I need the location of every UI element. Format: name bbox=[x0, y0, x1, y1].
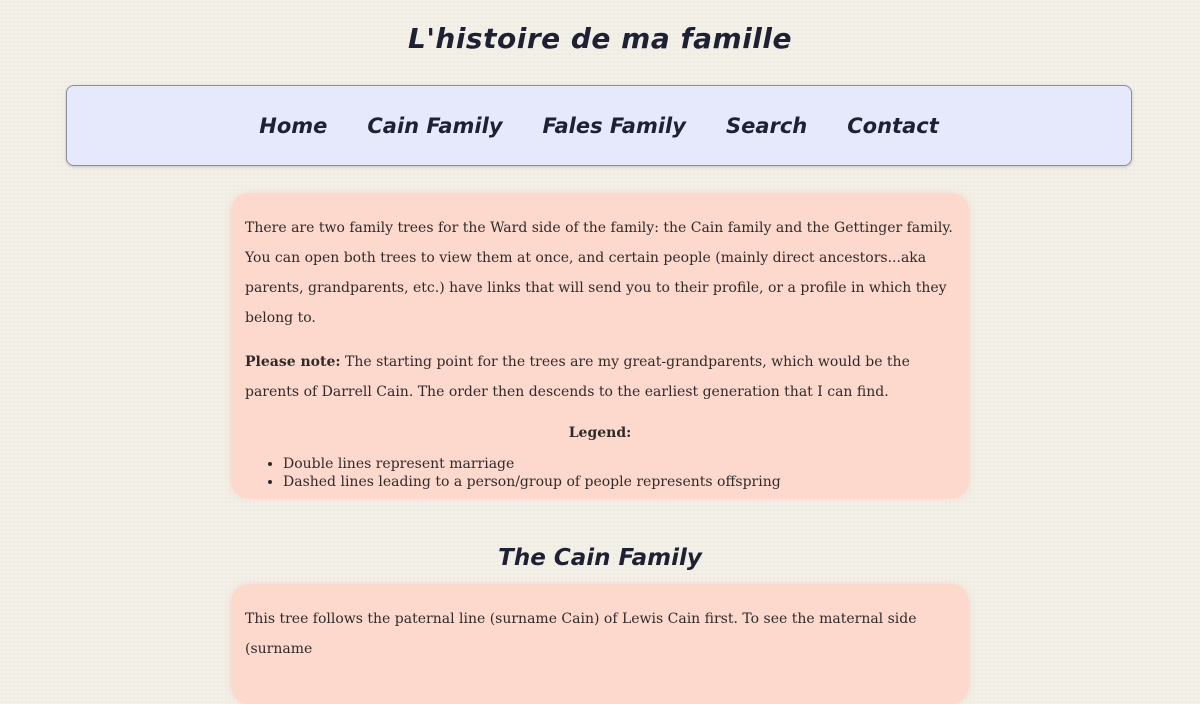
legend-item-marriage: • Double lines represent marriage bbox=[283, 455, 955, 473]
nav-fales-family[interactable]: Fales Family bbox=[542, 113, 686, 138]
note-label: Please note: bbox=[245, 354, 341, 370]
nav-cain-family[interactable]: Cain Family bbox=[367, 113, 503, 138]
note-text: The starting point for the trees are my great-grandparents, which would be the parents of Darrell Cain. The order then descends to the earliest generation that I can find. bbox=[245, 354, 910, 400]
cain-family-text: This tree follows the paternal line (surname Cain) of Lewis Cain first. To see the maternal side (surname bbox=[245, 611, 917, 657]
cain-family-card bbox=[231, 584, 969, 704]
site-title: L'histoire de ma famille bbox=[407, 22, 792, 55]
cain-family-heading: The Cain Family bbox=[498, 545, 702, 572]
legend-heading: Legend: bbox=[568, 425, 632, 441]
legend-item-offspring: • Dashed lines leading to a person/group of people represents offspring bbox=[283, 473, 955, 491]
intro-paragraph: There are two family trees for the Ward side of the family: the Cain family and the Gettinger family. You can open both trees to view them at once, and certain people (mainly direct ancestors...aka parents, grandparents, etc.) have links that will send you to their profile, or a profile in which they belong to. bbox=[245, 220, 953, 326]
legend-list bbox=[245, 455, 955, 491]
nav-home[interactable]: Home bbox=[259, 113, 328, 138]
note-paragraph bbox=[245, 347, 955, 407]
nav-contact[interactable]: Contact bbox=[847, 113, 939, 138]
intro-card bbox=[231, 193, 969, 499]
nav-search[interactable]: Search bbox=[725, 113, 808, 138]
main-navigation bbox=[66, 85, 1132, 166]
